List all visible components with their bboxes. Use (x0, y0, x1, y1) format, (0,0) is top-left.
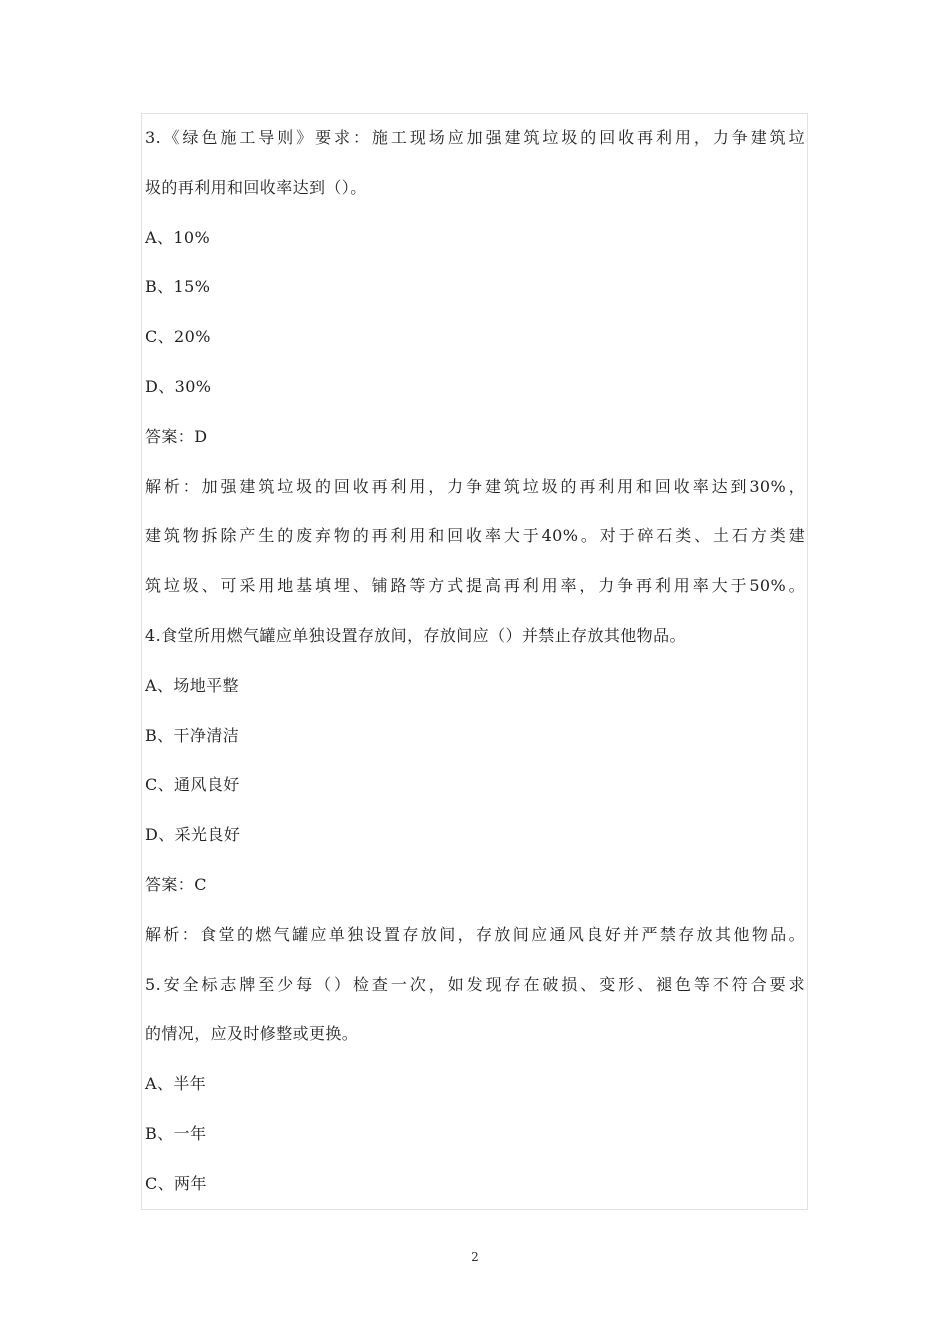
question-3-analysis-line-1: 解析：加强建筑垃圾的回收再利用，力争建筑垃圾的再利用和回收率达到30%， (145, 476, 805, 496)
document-body (145, 113, 805, 1209)
question-3-option-a: A、10% (145, 227, 211, 247)
question-3-option-b: B、15% (145, 277, 211, 297)
question-3-analysis-line-3: 筑垃圾、可采用地基填埋、铺路等方式提高再利用率，力争再利用率大于50%。 (145, 576, 805, 596)
question-3-option-d: D、30% (145, 376, 212, 396)
question-4-option-a: A、场地平整 (145, 675, 239, 695)
question-3-option-c: C、20% (145, 327, 211, 347)
question-4-option-d: D、采光良好 (145, 825, 241, 845)
page-number: 2 (471, 1250, 479, 1264)
question-4-answer: 答案：C (145, 874, 207, 894)
question-5-option-a: A、半年 (145, 1074, 207, 1094)
question-5-stem-line-2: 的情况，应及时修整或更换。 (145, 1024, 359, 1044)
question-5-option-c: C、两年 (145, 1173, 207, 1193)
question-3-stem-line-2: 圾的再利用和回收率达到（）。 (145, 177, 367, 197)
question-4-stem-line-1: 4.食堂所用燃气罐应单独设置存放间，存放间应（）并禁止存放其他物品。 (145, 625, 686, 645)
question-3-answer: 答案：D (145, 426, 208, 446)
question-5-option-b: B、一年 (145, 1123, 207, 1143)
question-5-stem-line-1: 5.安全标志牌至少每（）检查一次，如发现存在破损、变形、褪色等不符合要求 (145, 974, 805, 994)
question-3-analysis-line-2: 建筑物拆除产生的废弃物的再利用和回收率大于40%。对于碎石类、土石方类建 (145, 526, 805, 546)
question-3-stem-line-1: 3.《绿色施工导则》要求：施工现场应加强建筑垃圾的回收再利用，力争建筑垃 (145, 128, 805, 147)
question-4-option-b: B、干净清洁 (145, 725, 240, 745)
question-4-option-c: C、通风良好 (145, 775, 240, 795)
question-4-analysis-line-1: 解析：食堂的燃气罐应单独设置存放间，存放间应通风良好并严禁存放其他物品。 (145, 924, 805, 944)
